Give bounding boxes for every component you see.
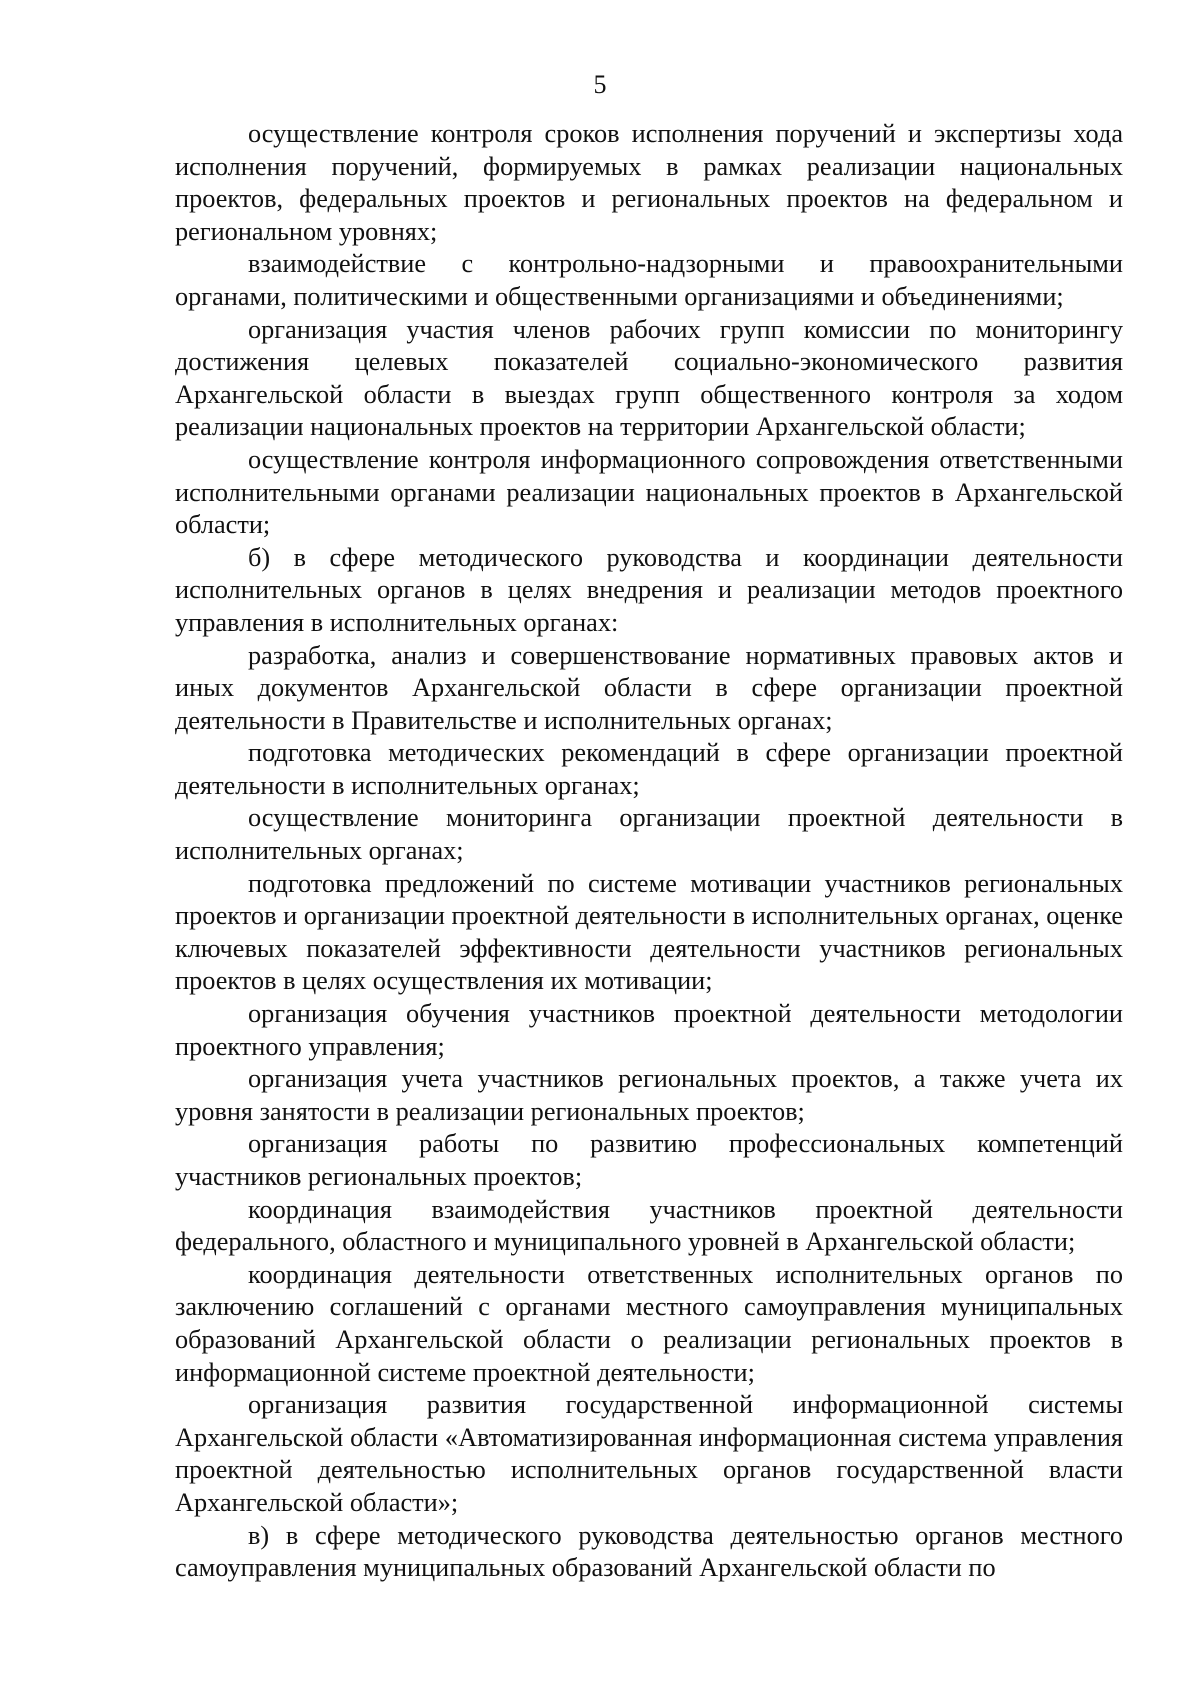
paragraph: организация развития государственной информационной системы Архангельской области «Автоматизированная информационная система управления проектной деятельностью исполнительных органов государственной власти Архангельской области»; [175, 1390, 1123, 1517]
page-number: 5 [593, 70, 607, 99]
paragraph: осуществление контроля информационного сопровождения ответственными исполнительными органами реализации национальных проектов в Архангельской области; [175, 444, 1123, 540]
paragraph: организация учета участников региональных проектов, а также учета их уровня занятости в реализации региональных проектов; [175, 1064, 1123, 1126]
paragraph: координация деятельности ответственных исполнительных органов по заключению соглашений с органами местного самоуправления муниципальных образований Архангельской области о реализации региональных проектов в информационной системе проектной деятельности; [175, 1259, 1123, 1387]
paragraph: координация взаимодействия участников проектной деятельности федерального, областного и муниципального уровней в Архангельской области; [175, 1194, 1123, 1257]
paragraph: осуществление мониторинга организации проектной деятельности в исполнительных органах; [175, 803, 1123, 866]
paragraph: подготовка предложений по системе мотивации участников региональных проектов и организации проектной деятельности в исполнительных органах, оценке ключевых показателей эффективности деятельности участников региональных проектов в целях осуществления их мотивации; [175, 868, 1123, 996]
paragraph: разработка, анализ и совершенствование нормативных правовых актов и иных документов Архангельской области в сфере организации проектной деятельности в Правительстве и исполнительных органах; [175, 640, 1123, 735]
section-b-heading: б) в сфере методического руководства и координации деятельности исполнительных органов в целях внедрения и реализации методов проектного управления в исполнительных органах: [175, 542, 1123, 637]
paragraph: организация работы по развитию профессиональных компетенций участников региональных проектов; [175, 1129, 1123, 1191]
paragraph: организация участия членов рабочих групп комиссии по мониторингу достижения целевых показателей социально-экономического развития Архангельской области в выездах групп общественного контроля за ходом реализации национальных проектов на территории Архангельской области; [175, 314, 1123, 442]
paragraph: организация обучения участников проектной деятельности методологии проектного управления; [175, 999, 1123, 1061]
paragraph: взаимодействие с контрольно-надзорными и правоохранительными органами, политическими и общественными организациями и объединениями; [175, 249, 1123, 311]
paragraph: подготовка методических рекомендаций в сфере организации проектной деятельности в исполнительных органах; [175, 738, 1123, 800]
paragraph: осуществление контроля сроков исполнения поручений и экспертизы хода исполнения поручений, формируемых в рамках реализации национальных проектов, федеральных проектов и региональных проектов на федеральном и региональном уровнях; [175, 119, 1123, 246]
section-c-heading: в) в сфере методического руководства деятельностью органов местного самоуправления муниципальных образований Архангельской области по [175, 1520, 1123, 1583]
document-body [175, 118, 1123, 1585]
